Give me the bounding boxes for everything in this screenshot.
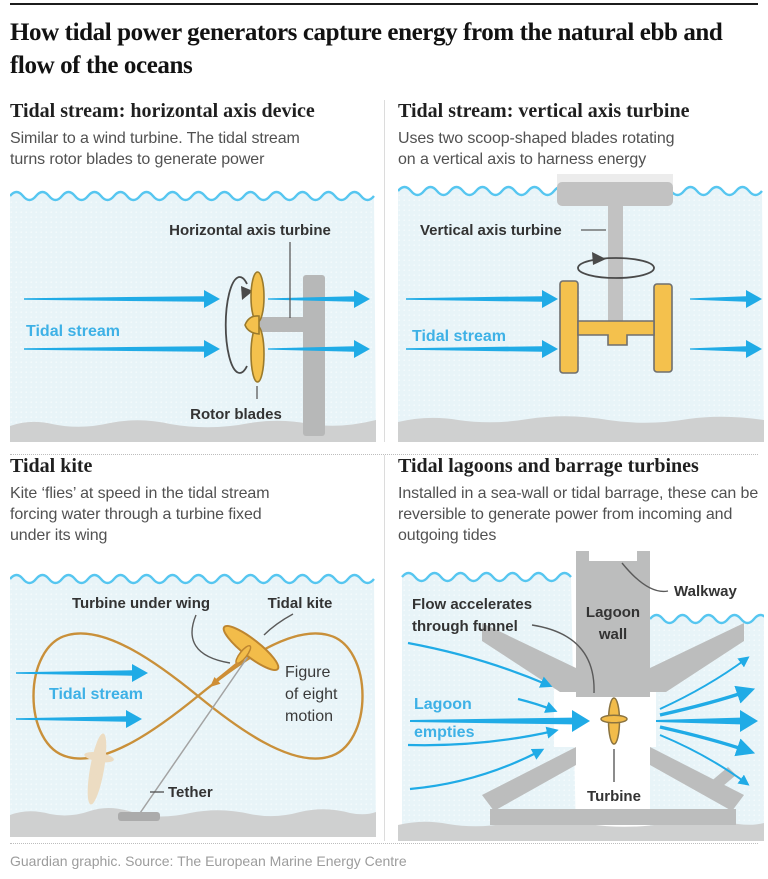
source-credit: Guardian graphic. Source: The European Marine Energy Centre bbox=[10, 853, 407, 869]
label-tidal-stream: Tidal stream bbox=[412, 328, 506, 345]
panel-horizontal-axis bbox=[0, 100, 384, 442]
page-title: How tidal power generators capture energy from the natural ebb and flow of the oceans bbox=[10, 19, 723, 79]
panel-vertical-axis bbox=[384, 100, 768, 442]
turbine-arm bbox=[259, 317, 305, 332]
label-tidal-kite: Tidal kite bbox=[267, 595, 333, 612]
label-turbine-under-wing: Turbine under wing bbox=[71, 595, 211, 612]
panel-heading-vertical: Tidal stream: vertical axis turbine bbox=[398, 100, 690, 122]
seabed bbox=[398, 416, 764, 442]
turbine-hub bbox=[601, 715, 627, 723]
anchor-block bbox=[118, 812, 160, 821]
scoop-blade-left bbox=[560, 281, 578, 373]
diagram-tidal-lagoon bbox=[398, 549, 764, 841]
platform-block bbox=[557, 182, 673, 206]
label-tidal-stream: Tidal stream bbox=[26, 323, 120, 340]
label-horizontal-axis-turbine: Horizontal axis turbine bbox=[169, 222, 331, 239]
label-vertical-axis-turbine: Vertical axis turbine bbox=[420, 222, 562, 239]
svg-text:Flow accelerates: Flow accelerates bbox=[412, 596, 533, 613]
walkway-parapet bbox=[637, 551, 650, 562]
panel-description-horizontal: Similar to a wind turbine. The tidal stream turns rotor blades to generate power bbox=[10, 130, 300, 168]
panel-heading-lagoon: Tidal lagoons and barrage turbines bbox=[398, 455, 699, 477]
rotor-blade-top bbox=[251, 272, 264, 322]
walkway-parapet bbox=[576, 551, 589, 562]
svg-text:Figure: Figure bbox=[285, 664, 331, 681]
label-figure-of-eight bbox=[285, 664, 338, 725]
label-walkway: Walkway bbox=[674, 583, 737, 600]
svg-text:through funnel: through funnel bbox=[412, 618, 518, 635]
svg-text:motion: motion bbox=[285, 708, 334, 725]
diagram-horizontal-axis-device bbox=[10, 186, 376, 442]
svg-text:of eight: of eight bbox=[285, 686, 338, 703]
label-tether: Tether bbox=[168, 784, 213, 801]
bottom-divider bbox=[10, 843, 758, 844]
panel-heading-horizontal: Tidal stream: horizontal axis device bbox=[10, 100, 315, 122]
panel-heading-kite: Tidal kite bbox=[10, 455, 93, 477]
top-rule bbox=[10, 3, 758, 5]
base-platform bbox=[490, 809, 736, 825]
panel-tidal-kite bbox=[0, 455, 384, 841]
scoop-blade-right bbox=[654, 284, 672, 372]
row-bottom bbox=[0, 455, 768, 841]
svg-text:wall: wall bbox=[598, 626, 628, 643]
row-top bbox=[0, 100, 768, 442]
diagram-vertical-axis-turbine bbox=[398, 174, 764, 442]
panel-description-kite: Kite ‘flies’ at speed in the tidal stream forcing water through a turbine fixed under its wing bbox=[10, 485, 270, 544]
svg-text:Lagoon: Lagoon bbox=[585, 604, 641, 621]
svg-text:empties: empties bbox=[414, 724, 475, 741]
tidal-power-infographic bbox=[0, 3, 768, 869]
label-tidal-stream: Tidal stream bbox=[49, 686, 143, 703]
label-turbine: Turbine bbox=[587, 788, 641, 805]
drive-shaft bbox=[608, 204, 623, 323]
panel-description-vertical: Uses two scoop-shaped blades rotating on a vertical axis to harness energy bbox=[398, 130, 675, 168]
panel-tidal-lagoons bbox=[384, 455, 768, 841]
label-rotor-blades: Rotor blades bbox=[190, 406, 282, 423]
panel-description-lagoon: Installed in a sea-wall or tidal barrage, these can be reversible to generate power from incoming and outgoing tides bbox=[398, 485, 759, 544]
diagram-tidal-kite bbox=[10, 573, 376, 837]
svg-text:Lagoon: Lagoon bbox=[414, 696, 472, 713]
